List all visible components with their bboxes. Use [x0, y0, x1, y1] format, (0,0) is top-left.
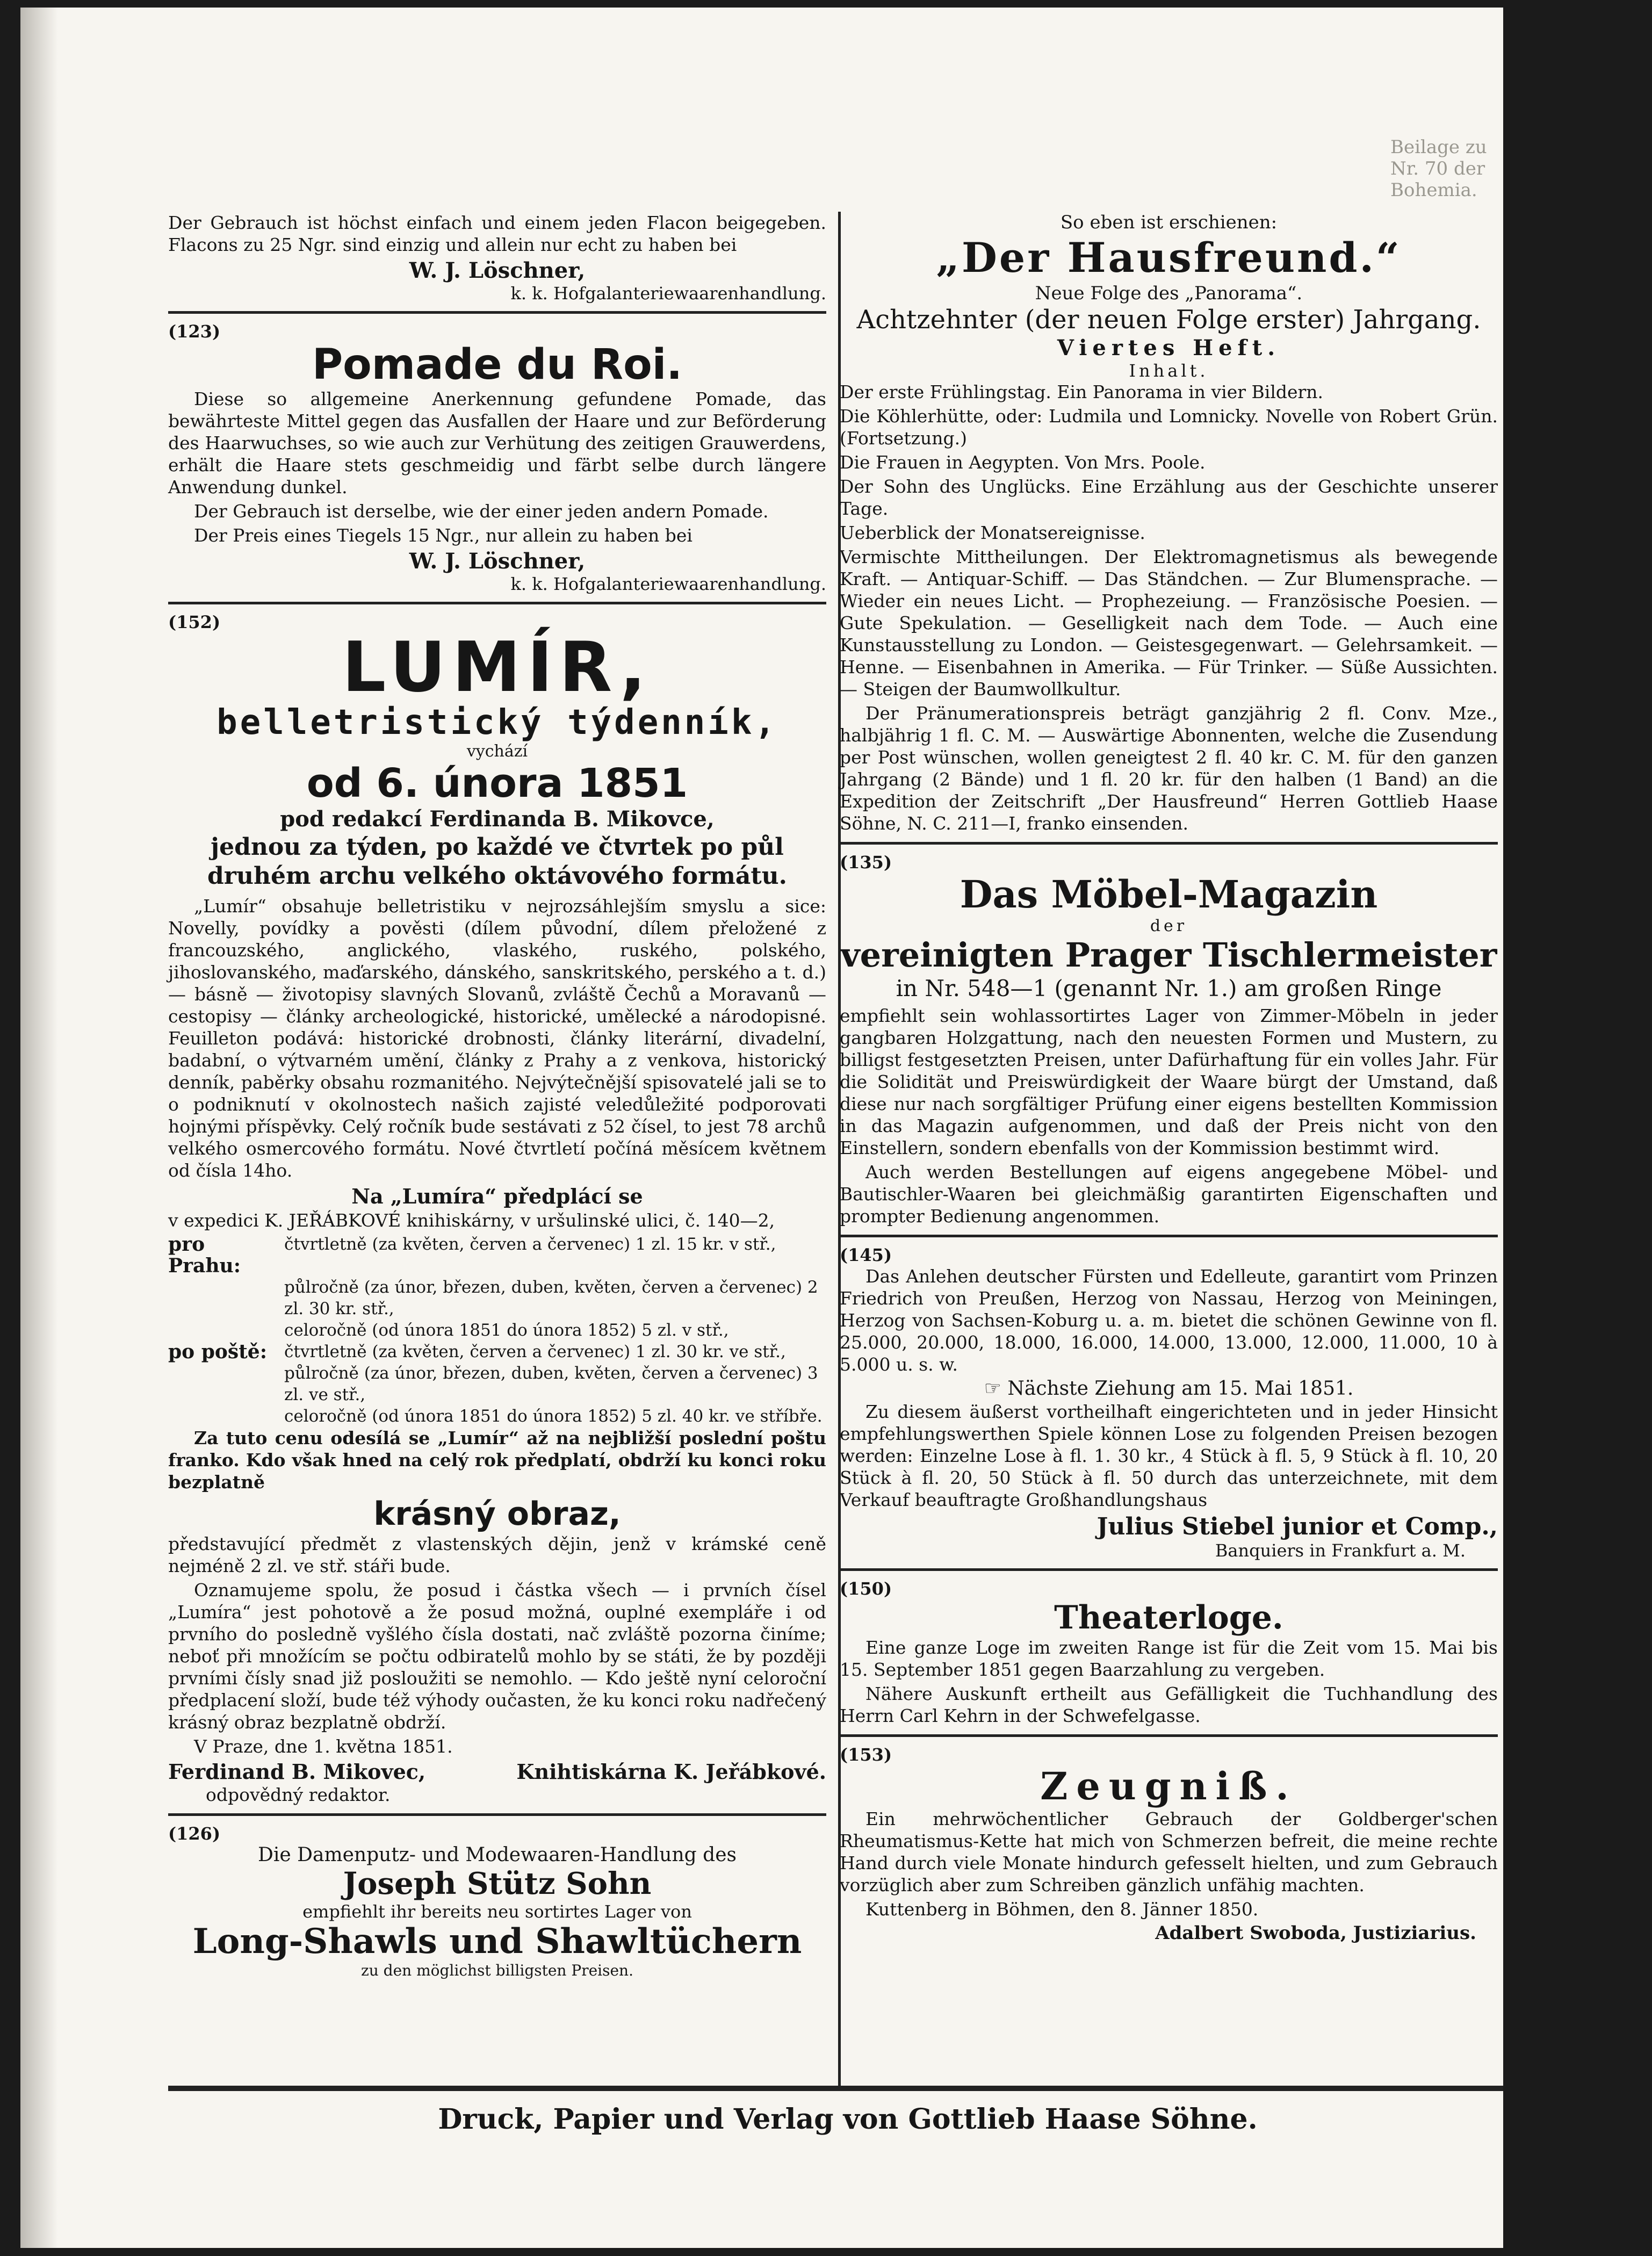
lumir-body-2: Za tuto cenu odesílá se „Lumír“ až na nejbližší poslední poštu franko. Kdo však hned na celý rok předplatí, obdrží ku konci roku bezplatně	[168, 1428, 826, 1493]
moebel-ad	[840, 852, 1498, 1227]
lumir-title: LUMÍR,	[342, 628, 653, 708]
moebel-der: der	[1150, 917, 1188, 935]
stuetz-line-1: Die Damenputz- und Modewaaren-Handlung des	[258, 1844, 737, 1866]
moebel-text-2: Auch werden Bestellungen auf eigens angegebene Möbel- und Bautischler-Waaren bei gleichmäßig garantirten Eigenschaften und prompter Bedienung angenommen.	[840, 1162, 1498, 1227]
lumir-krasny-obraz: krásný obraz,	[373, 1495, 621, 1533]
hausfreund-item-4: Ueberblick der Monatsereignisse.	[840, 522, 1145, 543]
lumir-vychazi: vychází	[466, 742, 528, 761]
ad-number: (153)	[840, 1745, 892, 1765]
newspaper-page	[20, 8, 1503, 2248]
hausfreund-price: Der Pränumerationspreis beträgt ganzjährig 2 fl. Conv. Mze., halbjährig 1 fl. C. M. — Auswärtige Abonnenten, welche die Zusendung per Post wünschen, wollen geneigtest 2 fl. 40 kr. C. M. für den ganzen Jahrgang (2 Bände) und 1 fl. 20 kr. für den halben (1 Band) an die Expedition der Zeitschrift „Der Hausfreund“ Herren Gottlieb Haase Söhne, N. C. 211—I, franko einsenden.	[840, 703, 1498, 834]
anlehen-ziehung: ☞ Nächste Ziehung am 15. Mai 1851.	[984, 1378, 1354, 1400]
ad-number: (152)	[168, 612, 221, 632]
separator	[840, 1235, 1498, 1237]
bottom-rule	[168, 2086, 1503, 2091]
separator	[168, 1813, 826, 1816]
theaterloge-ad	[840, 1579, 1498, 1727]
separator	[840, 1734, 1498, 1737]
lumir-dated: V Praze, dne 1. května 1851.	[194, 1736, 453, 1757]
price-praha-1: půlročně (za únor, březen, duben, květen, červen a červenec) 2 zl. 30 kr. stř.,	[284, 1278, 818, 1318]
anlehen-text-2: Zu diesem äußerst vortheilhaft eingerichteten und in jeder Hinsicht empfehlungswerthen Spiele können Lose zu folgenden Preisen bezogen werden: Einzelne Lose à fl. 1. 30 kr., 4 Stück à fl. 5, 9 Stück à fl. 10, 20 Stück à fl. 20, 50 Stück à fl. 50 durch das unterzeichnete, mit dem Verkauf beauftragte Großhandlungshaus	[840, 1401, 1498, 1510]
theaterloge-title: Theaterloge.	[1054, 1599, 1283, 1637]
lumir-editor: pod redakcí Ferdinanda B. Mikovce,	[280, 806, 715, 832]
zeugniss-place: Kuttenberg in Böhmen, den 8. Jänner 1850.	[865, 1899, 1259, 1920]
stuetz-name: Joseph Stütz Sohn	[343, 1866, 652, 1901]
hausfreund-year: Achtzehnter (der neuen Folge erster) Jahrgang.	[856, 305, 1481, 335]
hausfreund-title: „Der Hausfreund.“	[936, 234, 1402, 282]
anlehen-firm-place: Banquiers in Frankfurt a. M.	[1215, 1540, 1466, 1561]
price-table	[168, 1234, 826, 1427]
hausfreund-ad	[840, 212, 1498, 834]
pomade-ad	[168, 321, 826, 594]
moebel-address: in Nr. 548—1 (genannt Nr. 1.) am großen Ringe	[896, 975, 1442, 1001]
hausfreund-item-3: Der Sohn des Unglücks. Eine Erzählung aus der Geschichte unserer Tage.	[840, 476, 1498, 519]
lumir-subtitle: belletristický týdenník,	[217, 703, 778, 743]
pomade-text-3: Der Preis eines Tiegels 15 Ngr., nur allein zu haben bei	[194, 525, 692, 546]
hausfreund-heft: Viertes Heft.	[1057, 335, 1281, 361]
hausfreund-item-2: Die Frauen in Aegypten. Von Mrs. Poole.	[840, 452, 1206, 473]
ad-number: (145)	[840, 1245, 892, 1265]
zeugniss-ad	[840, 1745, 1498, 1944]
stuetz-line-3: zu den möglichst billigsten Preisen.	[360, 1962, 633, 1979]
pro-prahu-label: pro Prahu:	[168, 1233, 241, 1277]
loeschner-text: Der Gebrauch ist höchst einfach und einem jeden Flacon beigegeben. Flacons zu 25 Ngr. sind einzig und allein nur echt zu haben bei	[168, 212, 826, 255]
lumir-frequency: jednou za týden, po každé ve čtvrtek po půl druhém archu velkého oktávového formátu.	[207, 833, 787, 890]
separator	[840, 842, 1498, 845]
hausfreund-item-5: Vermischte Mittheilungen. Der Elektromagnetismus als bewegende Kraft. — Antiquar-Schiff. — Das Ständchen. — Zur Blumensprache. — Wieder ein neues Licht. — Prophezeiung. — Französische Poesien. — Gute Spekulation. — Geselligkeit nach dem Tode. — Auch eine Kunstausstellung zu London. — Geistesgegenwart. — Gelehrsamkeit. — Henne. — Eisenbahnen in Amerika. — Für Trinker. — Süße Aussichten. — Steigen der Baumwollkultur.	[840, 546, 1498, 700]
lumir-body-4: Oznamujeme spolu, že posud i částka všech — i prvních čísel „Lumíra“ jest pohotově a že posud možná, ouplné exempláře i od prvního do posledně vyšlého čísla dostati, nač zvláště pozorna činíme; neboť při množícím se počtu odbiratelů mohlo by se státi, že by později prvními čísly snad již posloužiti se nemohlo. — Kdo ještě nyní celoroční předplacení složí, bude též výhody oučasten, že ku konci roku nadřečený krásný obraz bezplatně obdrží.	[168, 1580, 826, 1733]
separator	[840, 1568, 1498, 1571]
imprint-footer: Druck, Papier und Verlag von Gottlieb Haase Söhne.	[438, 2103, 1258, 2136]
hausfreund-item-0: Der erste Frühlingstag. Ein Panorama in vier Bildern.	[840, 381, 1324, 402]
moebel-title: Das Möbel-Magazin	[960, 872, 1378, 917]
lumir-ad	[168, 612, 826, 1806]
ad-number: (150)	[840, 1579, 892, 1599]
zeugniss-title: Zeugniß.	[1040, 1764, 1297, 1808]
hausfreund-item-1: Die Köhlerhütte, oder: Ludmila und Lomnicky. Novelle von Robert Grün. (Fortsetzung.)	[840, 406, 1498, 449]
lumir-sign-role: odpovědný redaktor.	[206, 1784, 391, 1805]
hausfreund-inhalt: Inhalt.	[1129, 361, 1209, 381]
pomade-text-2: Der Gebrauch ist derselbe, wie der einer jeden andern Pomade.	[194, 501, 769, 522]
price-praha-2: celoročně (od února 1851 do února 1852) 5 zl. v stř.,	[284, 1321, 729, 1340]
lumir-subscribe-head: Na „Lumíra“ předplácí se	[351, 1184, 643, 1208]
ad-number: (123)	[168, 321, 221, 342]
separator	[168, 602, 826, 604]
theaterloge-text-2: Nähere Auskunft ertheilt aus Gefälligkeit die Tuchhandlung des Herrn Carl Kehrn in der Schwefelgasse.	[840, 1683, 1498, 1726]
separator	[168, 311, 826, 314]
pomade-shop: k. k. Hofgalanteriewaarenhandlung.	[510, 574, 826, 594]
po-poste-label: po poště:	[168, 1340, 267, 1363]
hausfreund-intro: So eben ist erschienen:	[1060, 212, 1278, 233]
price-posta-1: půlročně (za únor, březen, duben, květen, červen a červenec) 3 zl. ve stř.,	[284, 1364, 818, 1404]
pomade-text: Diese so allgemeine Anerkennung gefundene Pomade, das bewährteste Mittel gegen das Ausfallen der Haare und zur Beförderung des Haarwuchses, so wie auch zur Verhütung des zeitigen Grauwerdens, erhält die Haare stets geschmeidig und färbt selbe durch längere Anwendung dunkel.	[168, 388, 826, 498]
page-edge-shadow	[20, 8, 58, 2248]
hausfreund-series: Neue Folge des „Panorama“.	[1035, 283, 1303, 304]
stuetz-line-2: empfiehlt ihr bereits neu sortirtes Lager von	[302, 1901, 692, 1922]
lumir-sign-editor: Ferdinand B. Mikovec,	[168, 1760, 426, 1784]
lumir-signatures	[168, 1760, 826, 1784]
ad-number: (126)	[168, 1823, 221, 1844]
lumir-date: od 6. února 1851	[306, 760, 688, 806]
moebel-subtitle: vereinigten Prager Tischlermeister	[840, 935, 1497, 975]
stuetz-product: Long-Shawls und Shawltüchern	[192, 1921, 802, 1962]
anlehen-text: Das Anlehen deutscher Fürsten und Edelleute, garantirt vom Prinzen Friedrich von Preußen, Herzog von Nassau, Herzog von Meiningen, Herzog von Sachsen-Koburg u. a. m. bietet die schönen Gewinne von fl. 25.000, 20.000, 18.000, 16.000, 14.000, 13.000, 12.000, 11.000, 10 à 5.000 u. s. w.	[840, 1266, 1498, 1375]
lumir-body-3: představující předmět z vlastenských dějin, jenž v krámské ceně nejméně 2 zl. ve stř. stáři bude.	[168, 1533, 826, 1576]
left-column	[168, 212, 826, 1979]
lumir-body-1: „Lumír“ obsahuje belletristiku v nejrozsáhlejším smyslu a sice: Novelly, povídky a pověsti (dílem původní, dílem přeložené z francouzského, anglického, vlaského, ruského, polského, jihoslovanského, maďarského, dánského, sanskritského, perského a t. d.) — básně — životopisy slavných Slovanů, zvláště Čechů a Moravanů — cestopisy — články archeologické, historické, umělecké a národopisné. Feuilleton podává: historické drobnosti, články literární, divadelní, badabní, o výtvarném umění, články z Prahy a z venkova, historický denník, paběrky obsahu rozmanitého. Nejvýtečnější spisovatelé jali se to o podniknutí v okolnostech našich zajisté veledůležité podporovati hojnými příspěvky. Celý ročník bude sestávati z 52 čísel, to jest 78 archů velkého osmercového formátu. Nové čtvrtletí počíná měsícem květnem od čísla 14ho.	[168, 896, 826, 1181]
lumir-sign-printer: Knihtiskárna K. Jeřábkové.	[516, 1760, 826, 1784]
ad-number: (135)	[840, 852, 892, 873]
loeschner-intro	[168, 212, 826, 304]
zeugniss-text: Ein mehrwöchentlicher Gebrauch der Goldberger'schen Rheumatismus-Kette hat mich von Schmerzen befreit, die meine rechte Hand durch viele Monate hindurch gefesselt hielten, und zum Gebrauch vorzüglich aber zum Schreiben gänzlich unfähig machten.	[840, 1808, 1498, 1895]
theaterloge-text: Eine ganze Loge im zweiten Range ist für die Zeit vom 15. Mai bis 15. September 1851 gegen Baarzahlung zu vergeben.	[840, 1637, 1498, 1680]
price-praha-0: čtvrtletně (za květen, červen a červenec) 1 zl. 15 kr. v stř.,	[284, 1235, 776, 1254]
loeschner-shop: k. k. Hofgalanteriewaarenhandlung.	[510, 283, 826, 304]
anlehen-firm: Julius Stiebel junior et Comp.,	[1096, 1513, 1498, 1540]
lumir-subscribe-where: v expedici K. JEŘÁBKOVÉ knihiskárny, v uršulinské ulici, č. 140—2,	[168, 1210, 775, 1231]
right-column	[840, 212, 1498, 1944]
pomade-title: Pomade du Roi.	[312, 341, 683, 389]
anlehen-ad	[840, 1245, 1498, 1561]
zeugniss-signature: Adalbert Swoboda, Justiziarius.	[1155, 1922, 1476, 1944]
stuetz-ad	[168, 1823, 826, 1979]
loeschner-signature: W. J. Löschner,	[409, 258, 586, 283]
price-posta-0: čtvrtletně (za květen, červen a červenec) 1 zl. 30 kr. ve stř.,	[284, 1342, 786, 1361]
pomade-signature: W. J. Löschner,	[409, 549, 586, 574]
price-posta-2: celoročně (od února 1851 do února 1852) 5 zl. 40 kr. ve stříbře.	[284, 1407, 823, 1426]
faint-header: Beilage zu Nr. 70 der Bohemia.	[1390, 136, 1487, 201]
moebel-text: empfiehlt sein wohlassortirtes Lager von Zimmer-Möbeln in jeder gangbaren Holzgattung, nach den neuesten Formen und Mustern, zu billigst festgesetzten Preisen, unter Dafürhaftung für ein volles Jahr. Für die Solidität und Preiswürdigkeit der Waare bürgt der Umstand, daß diese nur nach sorgfältiger Prüfung einer eigens bestellten Kommission in das Magazin aufgenommen, und daß der Preis nicht von den Einstellern, sondern ebenfalls von der Kommission bestimmt wird.	[840, 1005, 1498, 1158]
